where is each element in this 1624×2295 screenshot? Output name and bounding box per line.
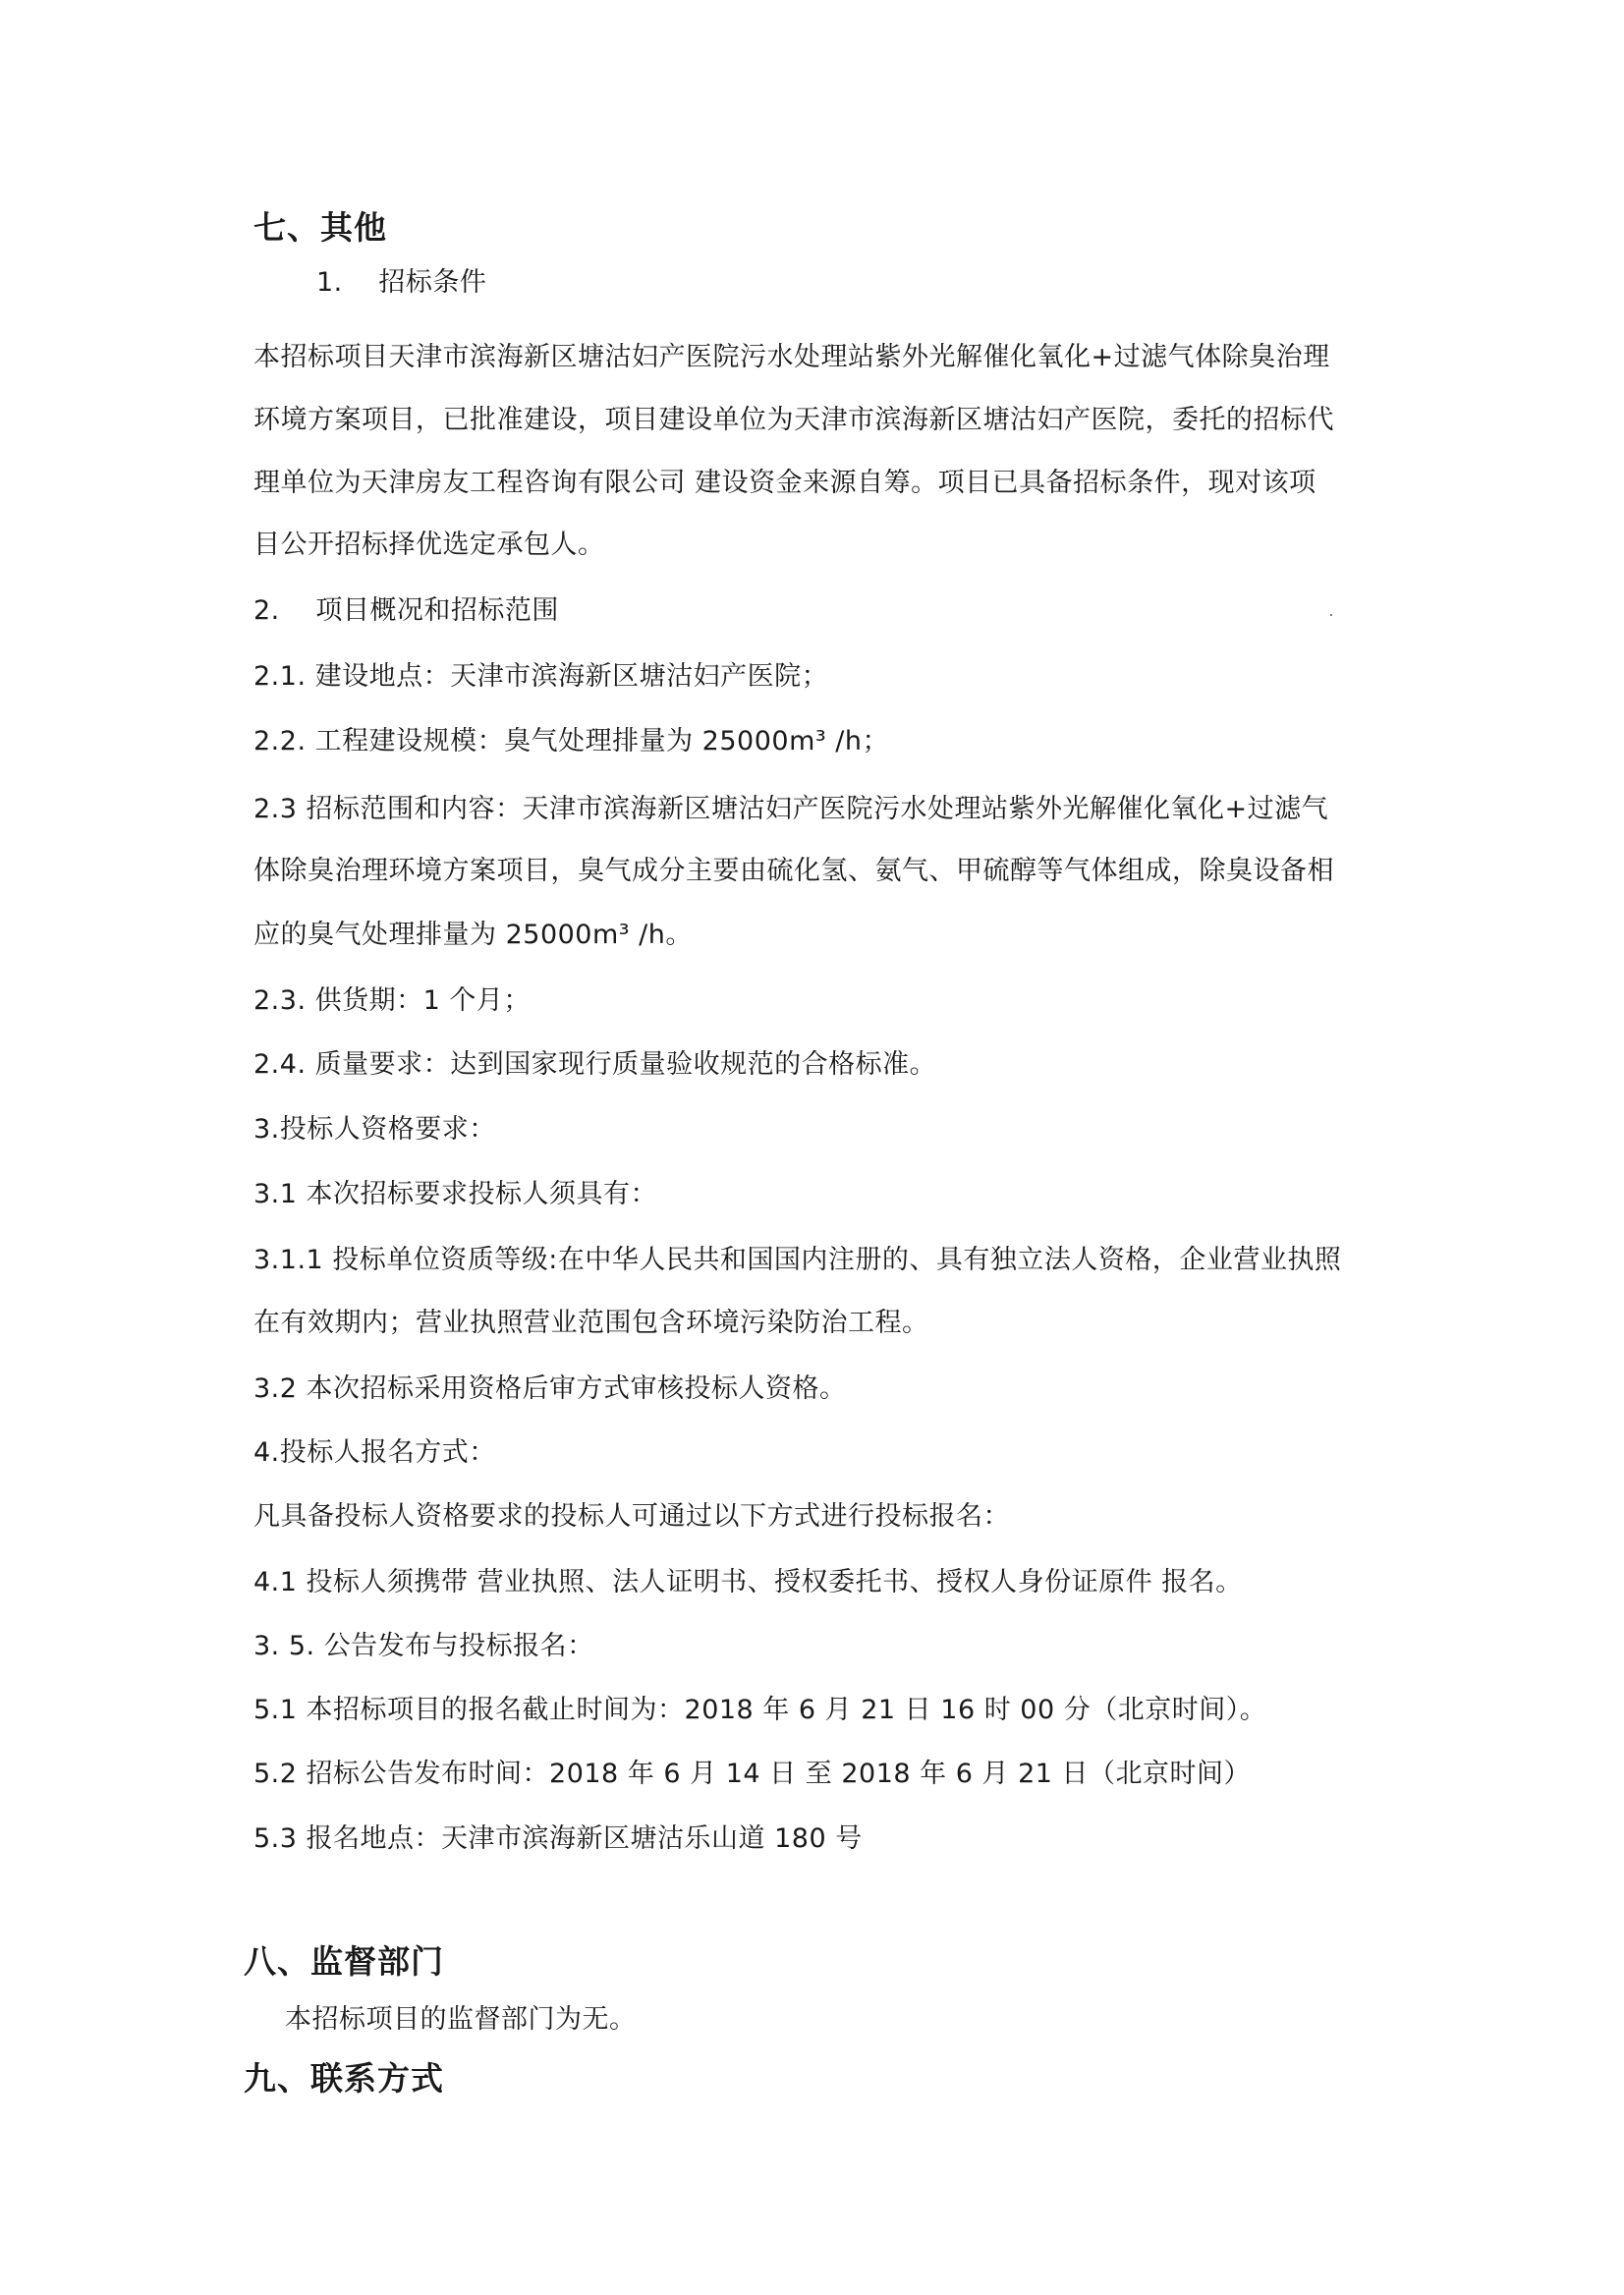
item-1-body-line-3: 理单位为天津房友工程咨询有限公司 建设资金来源自筹。项目已具备招标条件，现对该项 [253,468,1316,498]
section-9-heading: 九、联系方式 [244,2059,444,2098]
item-2-3-supply: 2.3. 供货期：1 个月； [253,985,531,1016]
item-3-title: 3.投标人资格要求： [253,1114,496,1145]
item-5-3: 5.3 报名地点：天津市滨海新区塘沽乐山道 180 号 [253,1823,863,1854]
item-1-body-line-2: 环境方案项目，已批准建设，项目建设单位为天津市滨海新区塘沽妇产医院，委托的招标代 [253,405,1334,435]
item-5-1: 5.1 本招标项目的报名截止时间为：2018 年 6 月 21 日 16 时 00 分（北京时间）。 [253,1695,1267,1725]
item-2-3-line-3: 应的臭气处理排量为 25000m³ /h。 [253,920,693,950]
item-1-body-line-4: 目公开招标择优选定承包人。 [253,530,605,560]
section-7-heading: 七、其他 [253,208,387,247]
item-2-1: 2.1. 建设地点：天津市滨海新区塘沽妇产医院； [253,661,829,692]
item-5-2: 5.2 招标公告发布时间：2018 年 6 月 14 日 至 2018 年 6 月 21 日（北京时间） [253,1759,1252,1789]
section-8-body: 本招标项目的监督部门为无。 [285,2004,637,2035]
item-2-3-line-2: 体除臭治理环境方案项目，臭气成分主要由硫化氢、氨气、甲硫醇等气体组成，除臭设备相 [253,856,1334,886]
scan-speck [1330,614,1332,616]
item-4-1: 4.1 投标人须携带 营业执照、法人证明书、授权委托书、授权人身份证原件 报名。 [253,1567,1243,1597]
item-3-2: 3.2 本次招标采用资格后审方式审核投标人资格。 [253,1373,847,1404]
item-2-title: 2. 项目概况和招标范围 [253,595,559,626]
item-2-2: 2.2. 工程建设规模：臭气处理排量为 25000m³ /h； [253,726,889,756]
item-3-1-1-line-2: 在有效期内；营业执照营业范围包含环境污染防治工程。 [253,1308,929,1338]
item-4-intro: 凡具备投标人资格要求的投标人可通过以下方式进行投标报名： [253,1501,1010,1532]
item-3-1: 3.1 本次招标要求投标人须具有： [253,1179,658,1209]
item-3-5: 3. 5. 公告发布与投标报名： [253,1631,594,1661]
item-2-3-line-1: 2.3 招标范围和内容：天津市滨海新区塘沽妇产医院污水处理站紫外光解催化氧化+过滤气 [253,794,1329,824]
item-1-title: 1. 招标条件 [316,267,487,298]
item-2-4: 2.4. 质量要求：达到国家现行质量验收规范的合格标准。 [253,1049,937,1080]
item-1-body-line-1: 本招标项目天津市滨海新区塘沽妇产医院污水处理站紫外光解催化氧化+过滤气体除臭治理 [253,342,1330,372]
item-4-title: 4.投标人报名方式： [253,1437,496,1468]
section-8-heading: 八、监督部门 [244,1942,444,1981]
item-3-1-1-line-1: 3.1.1 投标单位资质等级:在中华人民共和国国内注册的、具有独立法人资格，企业营业执照 [253,1245,1342,1275]
